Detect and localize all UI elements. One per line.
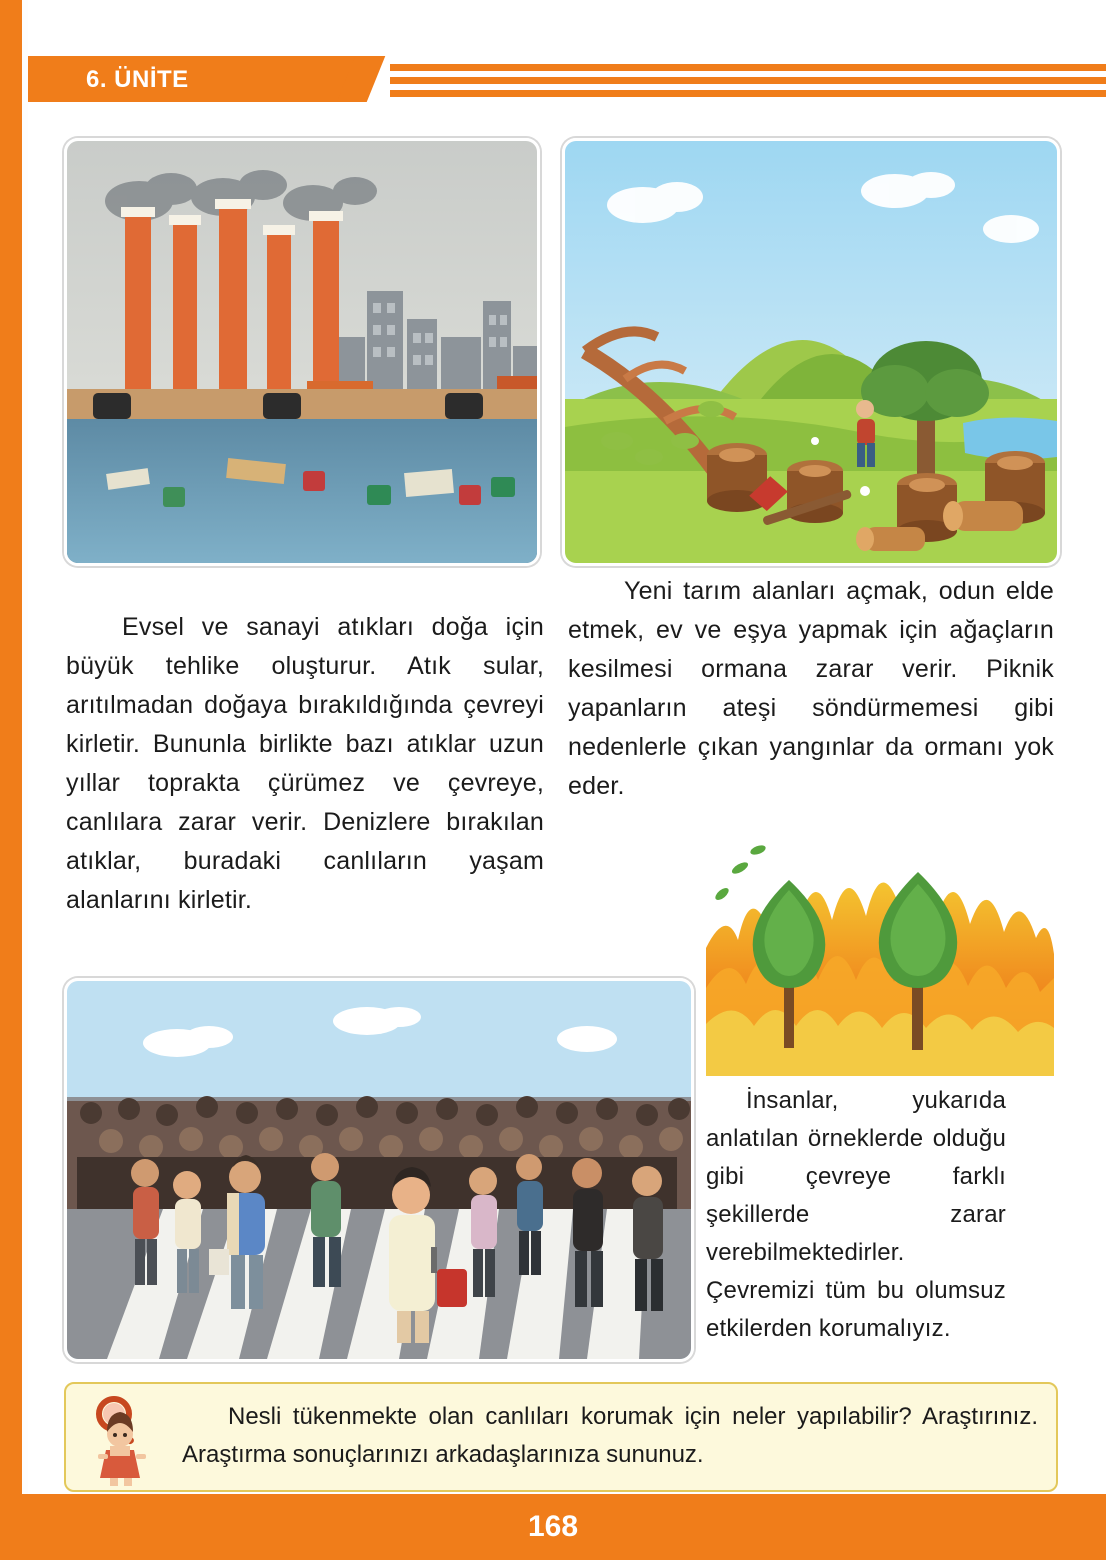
forest-fire-illustration	[706, 828, 1054, 1076]
page-spine	[0, 0, 22, 1560]
research-activity-box	[64, 1382, 1058, 1492]
forest-fire-figure	[706, 828, 1054, 1076]
paragraph-deforestation-text: Yeni tarım alanları açmak, odun elde etmek, ev ve eşya yapmak için ağaçların kesilmesi ormana zarar verir. Piknik yapanların ateşi söndürmemesi gibi nedenlerle çıkan yangınlar da ormanı yok eder.	[568, 577, 1054, 800]
paragraph-waste-text: Evsel ve sanayi atıkları doğa için büyük tehlike oluşturur. Atık sular, arıtılmadan doğaya bırakıldığında çevreyi kirletir. Bununla birlikte bazı atıklar uzun yıllar toprakta çürümez ve çevreye, canlılara zarar verir. Denizlere bırakılan atıklar, buradaki canlıların yaşam alanlarını kirletir.	[66, 613, 544, 914]
pollution-figure	[64, 138, 540, 566]
floating-trash	[491, 477, 515, 497]
waste-pipe	[445, 393, 483, 419]
unit-label: 6. ÜNİTE	[86, 66, 189, 93]
crowd-figure	[64, 978, 694, 1362]
waste-pipe	[93, 393, 131, 419]
page-header	[28, 56, 1106, 102]
floating-trash	[404, 469, 454, 497]
deforestation-illustration	[565, 141, 1057, 563]
floating-trash	[367, 485, 391, 505]
crowd-illustration	[67, 981, 691, 1359]
floating-trash	[303, 471, 325, 491]
paragraph-conclusion	[706, 1082, 1006, 1348]
activity-question-text: Nesli tükenmekte olan canlıları korumak için neler yapılabilir? Araştırınız. Araştırma sonuçlarınızı arkadaşlarınıza sununuz.	[182, 1403, 1038, 1468]
magnifier-girl-mascot-icon	[80, 1390, 168, 1486]
page-footer	[0, 1494, 1106, 1560]
paragraph-waste	[66, 608, 544, 920]
activity-question	[182, 1398, 1038, 1474]
floating-trash	[163, 487, 185, 507]
floating-trash	[459, 485, 481, 505]
waste-pipe	[263, 393, 301, 419]
paragraph-conclusion-text: İnsanlar, yukarıda anlatılan örneklerde olduğu gibi çevreye farklı şekillerde zarar verebilmektedirler. Çevremizi tüm bu olumsuz etkilerden korumalıyız.	[706, 1087, 1006, 1342]
page-number: 168	[527, 1510, 579, 1543]
header-rule-lines	[390, 62, 1106, 96]
deforestation-figure	[562, 138, 1060, 566]
paragraph-deforestation	[568, 572, 1054, 806]
page-spine-gap	[22, 0, 28, 1560]
